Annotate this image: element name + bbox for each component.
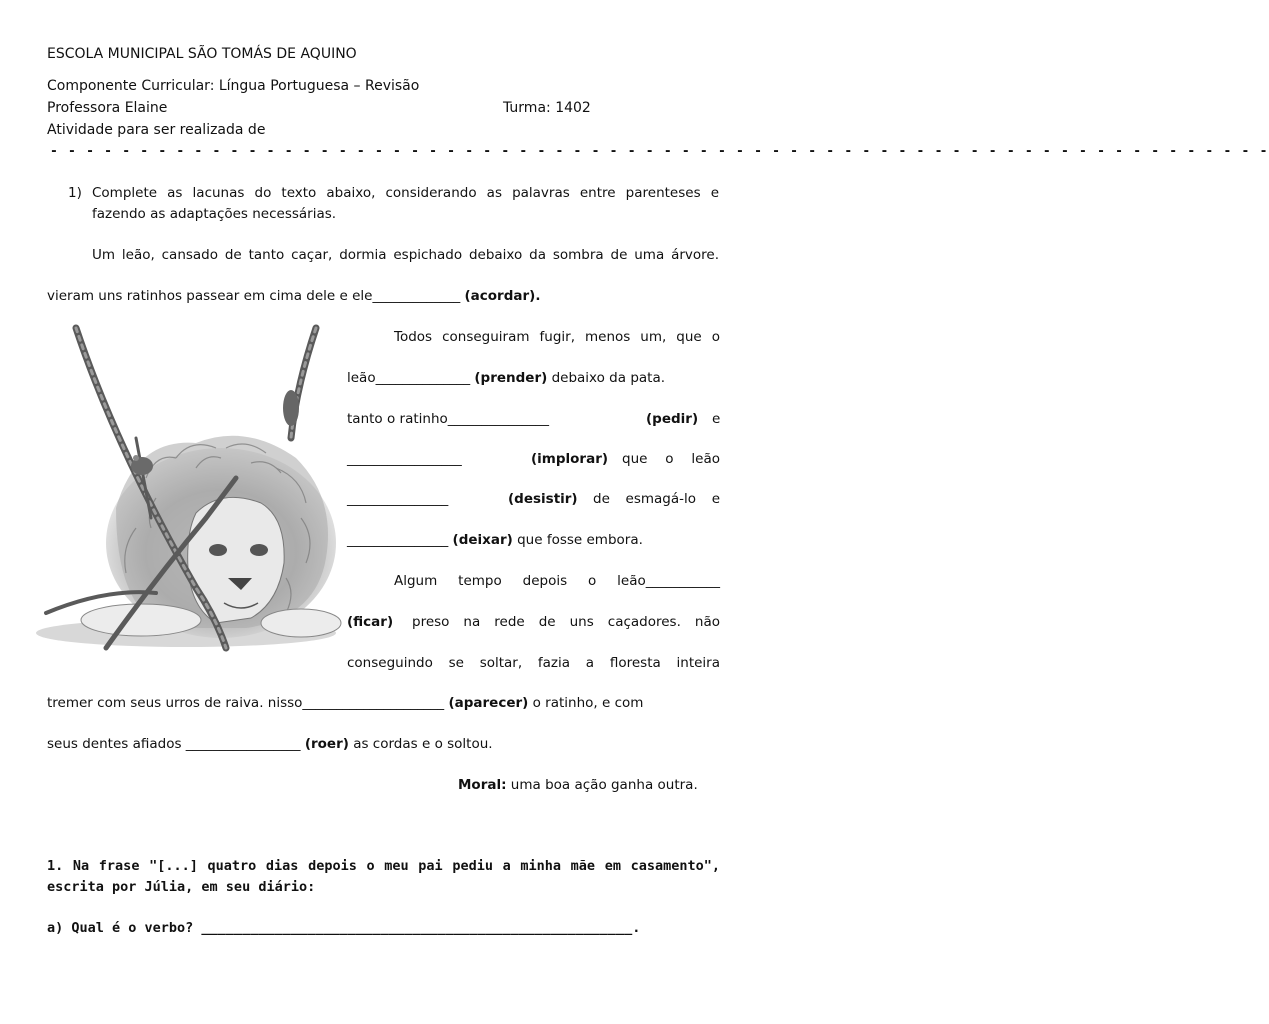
story-right-4c: que o leão <box>622 451 720 467</box>
story-right-9: conseguindo se soltar, fazia a floresta inteira <box>347 655 720 671</box>
moral-line <box>458 776 698 794</box>
story-right-2 <box>347 369 665 387</box>
story-text: as cordas e o soltou. <box>348 736 493 752</box>
verb-hint: (acordar). <box>464 288 541 304</box>
story-text: debaixo da pata. <box>547 370 666 386</box>
story-text: o ratinho, e com <box>528 695 644 711</box>
moral-text: uma boa ação ganha outra. <box>506 777 698 793</box>
verb-hint: (deixar) <box>452 532 513 548</box>
lion-net-illustration <box>46 328 336 648</box>
story-right-3c: e <box>712 411 721 427</box>
story-text: leão______________ <box>347 370 475 386</box>
story-right-5c: de esmagá-lo e <box>593 491 720 507</box>
story-text: vieram uns ratinhos passear em cima dele e ele_____________ <box>47 288 465 304</box>
story-text: que fosse embora. <box>512 532 643 548</box>
story-text: _______________ <box>347 532 453 548</box>
exercise-number: 1) <box>68 185 82 201</box>
teacher-name: Professora Elaine <box>47 100 168 116</box>
school-name: ESCOLA MUNICIPAL SÃO TOMÁS DE AQUINO <box>47 46 357 62</box>
activity-date-line: Atividade para ser realizada de <box>47 122 266 138</box>
instruction-line-2: fazendo as adaptações necessárias. <box>92 206 337 222</box>
story-right-7: Algum tempo depois o leão___________ <box>394 573 720 589</box>
verb-hint: (desistir) <box>508 491 578 507</box>
story-right-1: Todos conseguiram fugir, menos um, que o <box>394 329 720 345</box>
story-right-8b: preso na rede de uns caçadores. não <box>412 614 720 630</box>
verb-hint: (ficar) <box>347 614 394 630</box>
question-1-line-2: escrita por Júlia, em seu diário: <box>47 879 316 895</box>
story-right-4a: _________________ <box>347 451 462 467</box>
rope-knot <box>283 390 299 426</box>
instruction-line-1: Complete as lacunas do texto abaixo, considerando as palavras entre parenteses e <box>92 185 719 201</box>
story-paragraph-1: Um leão, cansado de tanto caçar, dormia espichado debaixo da sombra de uma árvore. <box>92 247 719 263</box>
curricular-component: Componente Curricular: Língua Portuguesa – Revisão <box>47 78 420 94</box>
story-right-6 <box>347 531 643 549</box>
moral-label: Moral: <box>458 777 507 793</box>
story-text: seus dentes afiados _________________ <box>47 736 305 752</box>
story-line-10 <box>47 694 643 712</box>
verb-hint: (roer) <box>304 736 349 752</box>
question-1-line-1: 1. Na frase "[...] quatro dias depois o meu pai pediu a minha mãe em casamento", <box>47 858 720 874</box>
verb-hint: (aparecer) <box>448 695 529 711</box>
verb-hint: (prender) <box>474 370 548 386</box>
class-number: Turma: 1402 <box>503 100 591 116</box>
separator-line: - - - - - - - - - - - - - - - - - - - - - - - - - - - - - - - - - - - - - - - - - - - - - - - - - - - - - - - - - - - - - - - - - - - - <box>50 144 1269 159</box>
story-right-5a: _______________ <box>347 491 449 507</box>
verb-hint: (implorar) <box>531 451 609 467</box>
story-text: tremer com seus urros de raiva. nisso_____________________ <box>47 695 449 711</box>
story-right-3a: tanto o ratinho_______________ <box>347 411 550 427</box>
question-1a: a) Qual é o verbo? _____________________________________________________. <box>47 920 641 936</box>
story-line-11 <box>47 735 493 753</box>
verb-hint: (pedir) <box>646 411 699 427</box>
story-line-2 <box>47 287 540 305</box>
